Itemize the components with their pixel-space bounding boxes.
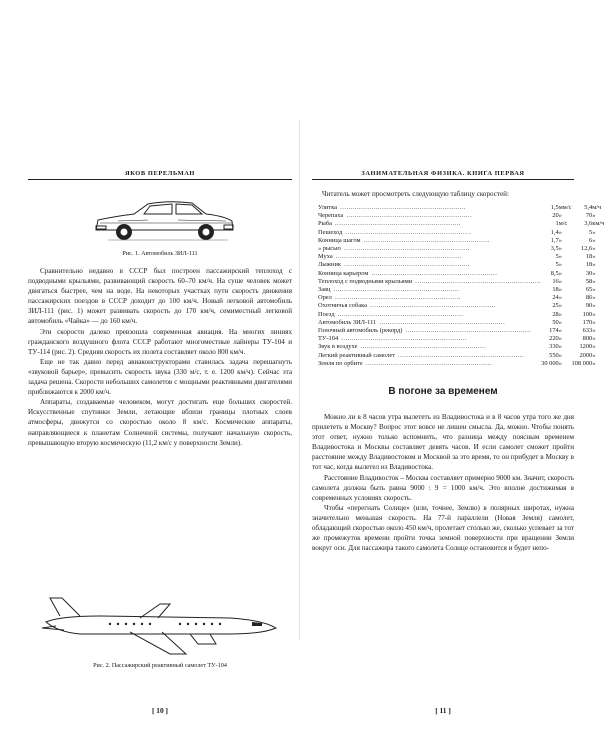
speed-value-2: 18 bbox=[585, 253, 593, 261]
speed-value-2: 70 bbox=[585, 212, 593, 220]
page-gutter bbox=[299, 120, 300, 640]
speed-value-1: 18 bbox=[552, 286, 559, 294]
speed-unit-2: » bbox=[592, 343, 596, 351]
paragraph: Расстояние Владивосток – Москва составляет примерно 9000 км. Значит, скорость самолета должна быть равна 9000 : 9 = 1000 км/ч. Это вполне достижимая в современных условиях скорость. bbox=[312, 473, 574, 502]
speed-name-label: Поезд bbox=[318, 310, 335, 318]
airplane-illustration bbox=[40, 592, 280, 656]
page-number-right: [ 11 ] bbox=[435, 706, 451, 715]
table-row bbox=[318, 237, 604, 245]
speed-name bbox=[318, 245, 541, 253]
paragraph: Эти скорости далеко превзошла современная авиация. На многих линиях гражданского воздушного флота СССР работают многоместные лайнеры ТУ-104 и ТУ-114 (рис. 2). Средняя скорость их полета составляет около 800 км/ч. bbox=[28, 327, 292, 356]
table-row bbox=[318, 302, 604, 310]
speed-value-2: 90 bbox=[585, 302, 593, 310]
running-head-left: ЯКОВ ПЕРЕЛЬМАН bbox=[125, 170, 195, 177]
speed-name-label: Муха bbox=[318, 253, 333, 261]
leader-dots: ............................................................ bbox=[369, 269, 498, 277]
leader-dots: ............................................................ bbox=[344, 212, 473, 220]
speed-value-2: 100 bbox=[582, 310, 593, 318]
speed-name-label: Легкий реактивный самолет bbox=[318, 351, 395, 359]
speed-value-2: 18 bbox=[585, 261, 593, 269]
speed-unit-1: » bbox=[558, 327, 562, 335]
speed-unit-2: » bbox=[592, 359, 596, 367]
table-row bbox=[318, 278, 604, 286]
speed-value-1: 28 bbox=[552, 310, 559, 318]
leader-dots: ............................................................ bbox=[341, 245, 470, 253]
speed-value-2: 86 bbox=[585, 294, 593, 302]
table-row bbox=[318, 204, 604, 212]
speed-unit-1: » bbox=[558, 228, 562, 236]
speed-value-1: 24 bbox=[552, 294, 559, 302]
speed-name-label: Автомобиль ЗИЛ-111 bbox=[318, 318, 377, 326]
speed-value-2: 30 bbox=[585, 269, 593, 277]
speed-value-2: 58 bbox=[585, 277, 593, 285]
speed-unit-2: » bbox=[592, 261, 596, 269]
speed-value-1: 550 bbox=[549, 351, 559, 359]
speed-name-label: Заяц bbox=[318, 286, 331, 294]
speed-unit-1: » bbox=[558, 343, 562, 351]
table-row bbox=[318, 311, 604, 319]
speed-unit-1: » bbox=[558, 286, 562, 294]
table-row bbox=[318, 335, 604, 343]
left-page-text bbox=[28, 266, 292, 448]
figure2-caption: Рис. 2. Пассажирский реактивный самолет ТУ-104 bbox=[93, 662, 227, 669]
speed-name bbox=[318, 212, 541, 220]
table-row bbox=[318, 294, 604, 302]
table-row bbox=[318, 253, 604, 261]
speed-name bbox=[318, 327, 541, 335]
speed-name-label: Конница шагом bbox=[318, 236, 361, 244]
speed-name bbox=[318, 360, 541, 368]
table-row bbox=[318, 220, 604, 228]
speed-value-2: 1200 bbox=[579, 343, 593, 351]
speed-value-2: 12,6 bbox=[581, 245, 593, 253]
table-row bbox=[318, 343, 604, 351]
speed-name bbox=[318, 220, 541, 228]
speed-unit-2: » bbox=[592, 277, 596, 285]
speed-unit-1: » bbox=[558, 212, 562, 220]
speed-value-2: 5,4 bbox=[584, 204, 593, 211]
speed-value-1: 1 bbox=[555, 220, 559, 228]
speed-unit-2: » bbox=[592, 253, 596, 261]
leader-dots: ............................................................ bbox=[338, 204, 467, 211]
leader-dots: ............................................................ bbox=[335, 310, 464, 318]
speed-unit-2: » bbox=[592, 294, 596, 302]
speed-unit-2: » bbox=[592, 286, 596, 294]
speed-value-2: 6 bbox=[589, 236, 593, 244]
speed-name-label: Охотничья собака bbox=[318, 302, 367, 310]
leader-dots: ............................................................ bbox=[413, 277, 542, 285]
table-row bbox=[318, 319, 604, 327]
leader-dots: ............................................................ bbox=[332, 294, 461, 302]
paragraph: Чтобы «перегнать Солнце» (или, точнее, Землю) в полярных широтах, нужна значительно меньшая скорость. На 77-й параллели (Новая Земля) самолет, обладающий скоростью около 450 км/ч, пролетает столько же, сколько успевает за тот же промежуток времени пройти точка земной поверхности при вращении Земли вокруг оси. Для пассажира такого самолета Солнце остановится и будет непо- bbox=[312, 503, 574, 553]
table-row bbox=[318, 245, 604, 253]
speed-value-1: 174 bbox=[549, 327, 559, 335]
speed-unit-2: » bbox=[592, 318, 596, 326]
speed-value-1: 30 000 bbox=[541, 359, 559, 367]
speed-value-2: 633 bbox=[582, 327, 593, 335]
table-row bbox=[318, 261, 604, 269]
speed-value-2: 2000 bbox=[579, 351, 593, 359]
speed-name-label: Звук в воздухе bbox=[318, 343, 358, 351]
speed-name-label: Конница карьером bbox=[318, 269, 369, 277]
leader-dots: ............................................................ bbox=[339, 335, 468, 343]
figure1-caption: Рис. 1. Автомобиль ЗИЛ-111 bbox=[122, 250, 198, 257]
leader-dots: ............................................................ bbox=[331, 286, 460, 294]
speed-value-1: 1,7 bbox=[550, 236, 559, 244]
speed-unit-1: м/с bbox=[558, 220, 568, 228]
table-intro: Читатель может просмотреть следующую таблицу скоростей: bbox=[322, 190, 509, 198]
speed-unit-2: » bbox=[592, 327, 596, 335]
paragraph: Еще не так давно перед авиаконструкторами ставилась задача перешагнуть «звуковой барьер», превысить скорость звука (330 м/с, т. е. 1200 км/ч). Сейчас эта задача решена. Скорости небольших самолетов с мощными реактивными двигателями приближаются к 2000 км/ч. bbox=[28, 357, 292, 397]
running-head-right: ЗАНИМАТЕЛЬНАЯ ФИЗИКА. КНИГА ПЕРВАЯ bbox=[361, 170, 525, 177]
table-row bbox=[318, 286, 604, 294]
speed-value-2: 800 bbox=[582, 335, 593, 343]
speed-name bbox=[318, 278, 541, 286]
speed-value-1: 1,5 bbox=[550, 204, 559, 211]
table-row bbox=[318, 270, 604, 278]
speed-unit-1: » bbox=[558, 236, 562, 244]
speed-name-label: Теплоход с подводными крыльями bbox=[318, 277, 413, 285]
leader-dots: ............................................................ bbox=[395, 351, 524, 359]
leader-dots: ............................................................ bbox=[343, 228, 472, 236]
speed-name-label: Лыжник bbox=[318, 261, 341, 269]
speed-unit-1: » bbox=[558, 310, 562, 318]
speed-unit-1: » bbox=[558, 261, 562, 269]
speed-name bbox=[318, 261, 541, 269]
speed-unit-1: » bbox=[558, 294, 562, 302]
speed-value-2: 170 bbox=[582, 318, 593, 326]
speed-value-1: 3,5 bbox=[550, 245, 559, 253]
speed-unit-2: км/ч bbox=[592, 220, 604, 228]
header-rule-left bbox=[28, 179, 292, 180]
right-page bbox=[312, 0, 604, 750]
speed-unit-2: » bbox=[592, 269, 596, 277]
speed-name bbox=[318, 302, 541, 310]
speed-name-label: Черепаха bbox=[318, 212, 344, 220]
speed-value-1: 1,4 bbox=[550, 228, 559, 236]
leader-dots: ............................................................ bbox=[342, 261, 470, 269]
speed-name-label: Земля по орбите bbox=[318, 359, 363, 367]
speed-value-1: 5 bbox=[555, 253, 559, 261]
speed-name-label: Гоночный автомобиль (рекорд) bbox=[318, 327, 403, 335]
speed-value-1: 20 bbox=[552, 212, 559, 220]
speed-unit-2: » bbox=[592, 212, 596, 220]
speed-value-1: 330 bbox=[549, 343, 559, 351]
speed-name bbox=[318, 229, 541, 237]
speed-unit-1: » bbox=[558, 245, 562, 253]
speed-unit-2: » bbox=[592, 236, 596, 244]
speed-unit-2: м/ч bbox=[592, 204, 602, 211]
speed-table bbox=[318, 204, 604, 368]
paragraph: Аппараты, создаваемые человеком, могут достигать еще больших скоростей. Искусственные спутники Земли, летающие вблизи границы плотных слоев атмосферы, движутся со скоростью около 8 км/с. Космические аппараты, направляющиеся к планетам Солнечной системы, получают начальную скорость, превышающую вторую космическую (11,2 км/с у поверхности Земли). bbox=[28, 398, 292, 447]
paragraph: Можно ли в 8 часов утра вылететь из Владивостока и в 8 часов утра того же дня прилететь в Москву? Вопрос этот вовсе не лишен смысла. Да, можно. Чтобы понять этот ответ, нужно только вспомнить, что разница между поясным временем Владивостока и Москвы составляет девять часов. И если самолет сможет пройти расстояние между Владивостоком и Москвой за это время, то он прибудет в Москву в тот час, когда вылетел из Владивостока. bbox=[312, 413, 574, 472]
table-row bbox=[318, 327, 604, 335]
speed-unit-2: » bbox=[592, 335, 596, 343]
speed-unit-2: » bbox=[592, 302, 596, 310]
table-row bbox=[318, 212, 604, 220]
speed-name-label: ТУ-104 bbox=[318, 335, 339, 343]
speed-name bbox=[318, 335, 541, 343]
speed-value-1: 220 bbox=[549, 335, 559, 343]
speed-name bbox=[318, 294, 541, 302]
speed-unit-1: мм/с bbox=[558, 204, 572, 211]
speed-name-label: Орел bbox=[318, 294, 332, 302]
speed-value-1: 8,5 bbox=[550, 269, 559, 277]
speed-name bbox=[318, 311, 541, 319]
speed-unit-1: » bbox=[558, 269, 562, 277]
leader-dots: ............................................................ bbox=[358, 343, 487, 351]
speed-unit-1: » bbox=[558, 335, 562, 343]
speed-unit-2: » bbox=[592, 351, 596, 359]
speed-unit-1: » bbox=[558, 253, 562, 261]
car-illustration bbox=[88, 190, 238, 250]
speed-unit-2: » bbox=[592, 310, 596, 318]
leader-dots: ............................................................ bbox=[332, 220, 461, 228]
table-row bbox=[318, 360, 604, 368]
left-page bbox=[28, 0, 292, 750]
speed-name-label: Рыба bbox=[318, 220, 332, 228]
speed-value-1: 25 bbox=[552, 302, 559, 310]
leader-dots: ............................................................ bbox=[403, 327, 532, 335]
speed-name-label: » рысью bbox=[318, 245, 341, 253]
speed-unit-2: » bbox=[592, 245, 596, 253]
leader-dots: ............................................................ bbox=[363, 359, 492, 367]
speed-name bbox=[318, 352, 541, 360]
speed-name bbox=[318, 343, 541, 351]
speed-name bbox=[318, 270, 541, 278]
header-rule-right bbox=[312, 179, 574, 180]
paragraph: Сравнительно недавно в СССР был построен пассажирский теплоход с подводными крыльями, развивающий скорость 60–70 км/ч. На суше человек может двигаться быстрее, чем на воде. На некоторых участках пути скорость движения пассажирских поездов в СССР доходит до 100 км/ч. Новый легковой автомобиль ЗИЛ-111 (рис. 1) может развивать скорость до 170 км/ч, семиместный легковой автомобиль «Чайка» — до 160 км/ч. bbox=[28, 267, 292, 326]
speed-unit-1: » bbox=[558, 359, 562, 367]
table-row bbox=[318, 229, 604, 237]
speed-name bbox=[318, 286, 541, 294]
speed-value-2: 3,6 bbox=[584, 220, 593, 228]
speed-value-1: 5 bbox=[555, 261, 559, 269]
section-title: В погоне за временем bbox=[388, 386, 498, 397]
speed-name bbox=[318, 204, 541, 212]
speed-unit-1: » bbox=[558, 277, 562, 285]
leader-dots: ............................................................ bbox=[377, 318, 506, 326]
page-number-left: [ 10 ] bbox=[151, 706, 168, 715]
speed-name bbox=[318, 237, 541, 245]
speed-value-2: 108 000 bbox=[571, 359, 593, 367]
leader-dots: ............................................................ bbox=[361, 236, 490, 244]
table-row bbox=[318, 352, 604, 360]
speed-unit-1: » bbox=[558, 302, 562, 310]
speed-name-label: Улитка bbox=[318, 204, 338, 211]
leader-dots: ............................................................ bbox=[367, 302, 496, 310]
right-page-text bbox=[312, 412, 574, 553]
leader-dots: ............................................................ bbox=[333, 253, 462, 261]
speed-value-2: 65 bbox=[585, 286, 593, 294]
speed-name bbox=[318, 319, 541, 327]
speed-value-1: 50 bbox=[552, 318, 559, 326]
speed-value-1: 16 bbox=[552, 277, 559, 285]
speed-name bbox=[318, 253, 541, 261]
speed-unit-1: » bbox=[558, 351, 562, 359]
speed-name-label: Пешеход bbox=[318, 228, 343, 236]
speed-value-2: 5 bbox=[589, 228, 593, 236]
speed-unit-1: » bbox=[558, 318, 562, 326]
speed-unit-2: » bbox=[592, 228, 596, 236]
